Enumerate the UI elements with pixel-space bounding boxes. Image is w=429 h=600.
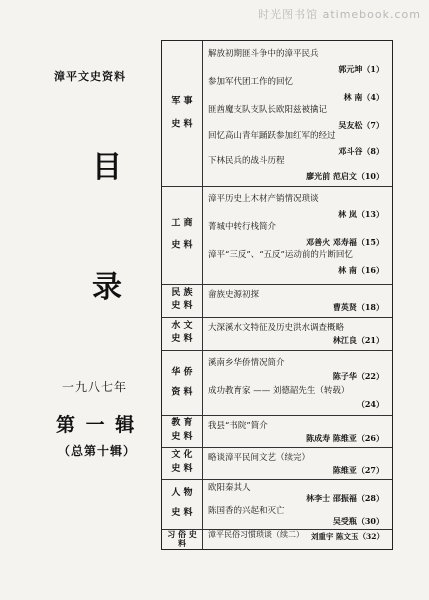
section-military xyxy=(162,41,392,187)
toc-entry[interactable]: 参加军代团工作的回忆 林 南（4） xyxy=(208,77,384,102)
title-char-mu: 目 xyxy=(92,150,122,185)
section-category: 水 文 史 料 xyxy=(162,317,203,350)
section-category: 工 商 史 料 xyxy=(162,186,203,284)
toc-entry[interactable]: 下林民兵的战斗历程 廖光前 范启文（10） xyxy=(208,156,384,181)
section-education xyxy=(162,415,392,448)
section-culture xyxy=(162,447,392,480)
toc-entry[interactable]: 畲族史源初探 曹英贤（18） xyxy=(208,290,384,312)
toc-entry[interactable]: 我县“书院”简介 陈成寿 陈维亚（26） xyxy=(208,421,384,443)
section-category: 华 侨 资 料 xyxy=(162,350,203,415)
section-category: 民 族 史 料 xyxy=(162,284,203,317)
section-ethnic xyxy=(162,284,392,318)
toc-entry[interactable]: 略谈漳平民间文艺（续完） 陈维亚（27） xyxy=(208,453,384,475)
cover-panel xyxy=(0,0,160,600)
total-volume-label: （总第十辑） xyxy=(58,444,137,458)
watermark-text: 时光图书馆 atimebook.com xyxy=(258,8,421,21)
section-category: 人 物 史 料 xyxy=(162,479,203,529)
toc-entry[interactable]: 漳平民俗习惯琐谈（续二） 刘重宇 陈文玉（32） xyxy=(208,530,384,541)
series-title: 漳平文史资料 xyxy=(54,70,126,83)
toc-entry[interactable]: 解放初期匪斗争中的漳平民兵 郭元坤（1） xyxy=(208,49,384,74)
section-customs xyxy=(162,529,392,549)
section-category: 习 俗 史 料 xyxy=(162,529,203,549)
year-label: 一九八七年 xyxy=(62,380,128,394)
section-commerce xyxy=(162,186,392,285)
section-hydrology xyxy=(162,317,392,351)
toc-entry[interactable]: 回忆高山青年踊跃参加红军的经过 邓斗谷（8） xyxy=(208,131,384,156)
section-category: 文 化 史 料 xyxy=(162,447,203,479)
section-category: 军 事 史 料 xyxy=(162,41,203,186)
toc-entry[interactable]: 漳平“三反”、“五反”运动前的片断回忆 林 南（16） xyxy=(208,250,384,275)
volume-label: 第 一 辑 xyxy=(56,414,137,436)
toc-entry[interactable]: 陈国香的兴起和灭亡 吴受瓶（30） xyxy=(208,506,384,526)
section-biography xyxy=(162,479,392,530)
toc-entry[interactable]: 溪南乡华侨情况简介 陈子华（22） xyxy=(208,358,384,381)
toc-entry[interactable]: 菁城中转行栈简介 邓善火 邓寿福（15） xyxy=(208,222,384,247)
table-of-contents xyxy=(161,40,393,550)
title-char-lu: 录 xyxy=(92,270,122,305)
toc-entry[interactable]: 成功教育家 —— 刘德韶先生（转载） （24） xyxy=(208,386,384,409)
toc-entry[interactable]: 欧阳秦其人 林李士 邵振福（28） xyxy=(208,483,384,503)
section-category: 教 育 史 料 xyxy=(162,415,203,447)
toc-entry[interactable]: 漳平历史上木材产销情况琐谈 林 岚（13） xyxy=(208,194,384,219)
section-overseas-chinese xyxy=(162,350,392,416)
toc-entry[interactable]: 匪酋魔支队支队长欧阳兹被擒记 吴友松（7） xyxy=(208,105,384,130)
toc-entry[interactable]: 大深溪水文特征及历史洪水调查概略 林江良（21） xyxy=(208,323,384,345)
